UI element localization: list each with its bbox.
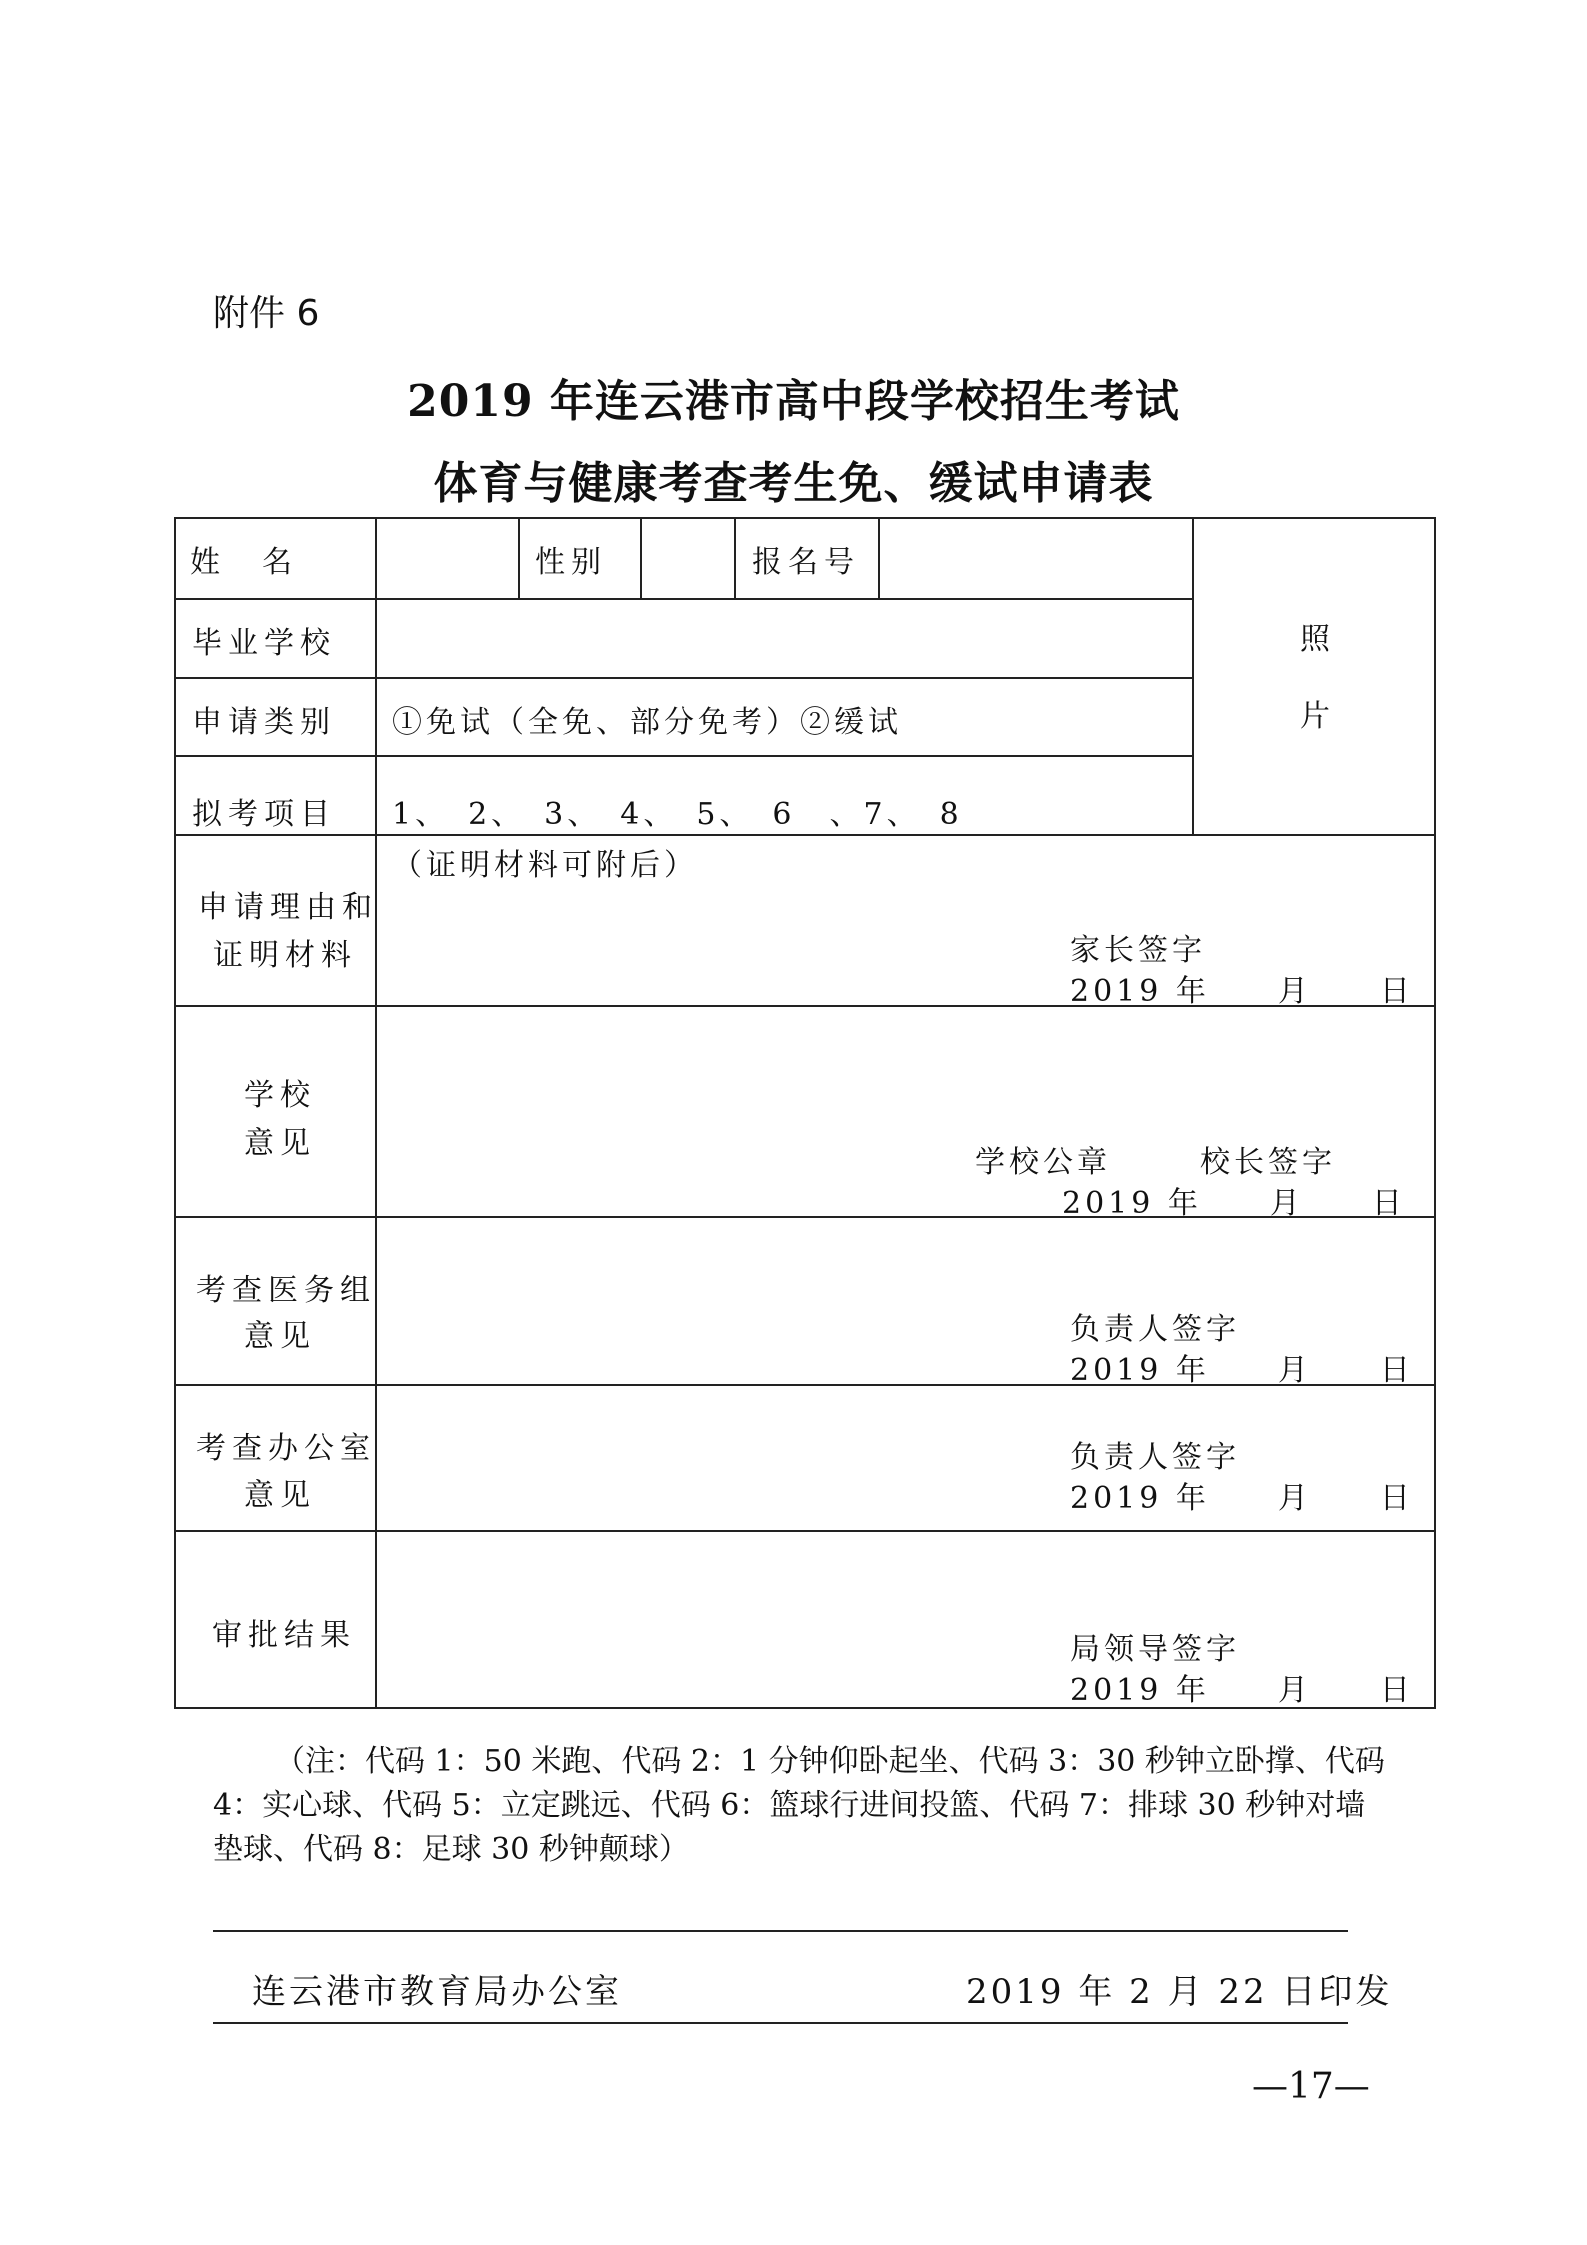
issue-date: 2019 年 2 月 22 日印发 bbox=[966, 1972, 1393, 2012]
footer-rule-top bbox=[213, 1930, 1348, 1932]
responsible-signature-label: 负责人签字 bbox=[1070, 1440, 1240, 1475]
school-label: 毕业学校 bbox=[192, 626, 336, 661]
column-divider bbox=[518, 517, 520, 598]
reason-hint: （证明材料可附后） bbox=[392, 848, 698, 883]
form-title: 2019 年连云港市高中段学校招生考试 bbox=[407, 376, 1180, 427]
office-label: 意见 bbox=[244, 1478, 316, 1513]
photo-label-char: 片 bbox=[1300, 699, 1336, 734]
date-line: 2019 年 月 日 bbox=[1070, 1353, 1414, 1388]
responsible-signature-label: 负责人签字 bbox=[1070, 1312, 1240, 1347]
row-divider bbox=[174, 598, 1192, 600]
label-column-divider bbox=[375, 517, 377, 1709]
attachment-label: 附件 6 bbox=[213, 293, 320, 334]
code-notes bbox=[213, 1740, 1403, 1872]
office-label: 考查办公室 bbox=[196, 1431, 376, 1466]
test-items-codes: 1、 2、 3、 4、 5、 6 、7、 8 bbox=[392, 797, 963, 832]
row-divider bbox=[174, 1530, 1436, 1532]
school-seal-label: 学校公章 bbox=[975, 1145, 1111, 1180]
school-opinion-label: 意见 bbox=[244, 1126, 316, 1161]
column-divider bbox=[878, 517, 880, 598]
footer-rule-bottom bbox=[213, 2022, 1348, 2024]
date-line: 2019 年 月 日 bbox=[1070, 974, 1414, 1009]
medical-group-label: 意见 bbox=[244, 1319, 316, 1354]
approval-result-label: 审批结果 bbox=[212, 1618, 356, 1653]
reason-label: 证明材料 bbox=[213, 938, 357, 973]
row-divider bbox=[174, 755, 1192, 757]
principal-signature-label: 校长签字 bbox=[1200, 1145, 1336, 1180]
page-number: —17— bbox=[1252, 2066, 1370, 2107]
note-line: （注：代码 1：50 米跑、代码 2：1 分钟仰卧起坐、代码 3：30 秒钟立卧撑、代码 bbox=[275, 1744, 1385, 1779]
test-items-label: 拟考项目 bbox=[192, 797, 336, 832]
column-divider bbox=[640, 517, 642, 598]
row-divider bbox=[174, 834, 1436, 836]
category-label: 申请类别 bbox=[192, 705, 336, 740]
form-subtitle: 体育与健康考查考生免、缓试申请表 bbox=[433, 458, 1154, 509]
parent-signature-label: 家长签字 bbox=[1070, 933, 1206, 968]
row-divider bbox=[174, 677, 1192, 679]
column-divider bbox=[734, 517, 736, 598]
name-label: 姓 名 bbox=[190, 545, 298, 580]
issuer-name: 连云港市教育局办公室 bbox=[252, 1972, 622, 2012]
school-opinion-label: 学校 bbox=[244, 1078, 316, 1113]
date-line: 2019 年 月 日 bbox=[1070, 1673, 1414, 1708]
medical-group-label: 考查医务组 bbox=[196, 1273, 376, 1308]
gender-label: 性别 bbox=[535, 545, 607, 580]
reason-label: 申请理由和 bbox=[198, 890, 378, 925]
photo-label-char: 照 bbox=[1300, 622, 1336, 657]
note-line: 垫球、代码 8：足球 30 秒钟颠球） bbox=[213, 1832, 689, 1867]
category-options: ①免试（全免、部分免考）②缓试 bbox=[392, 705, 902, 740]
date-line: 2019 年 月 日 bbox=[1070, 1481, 1414, 1516]
registration-number-label: 报名号 bbox=[752, 545, 860, 580]
date-line: 2019 年 月 日 bbox=[1062, 1186, 1406, 1221]
note-line: 4：实心球、代码 5：立定跳远、代码 6：篮球行进间投篮、代码 7：排球 30 秒钟对墙 bbox=[213, 1788, 1366, 1823]
photo-column-divider bbox=[1192, 517, 1194, 834]
bureau-leader-signature-label: 局领导签字 bbox=[1070, 1632, 1240, 1667]
